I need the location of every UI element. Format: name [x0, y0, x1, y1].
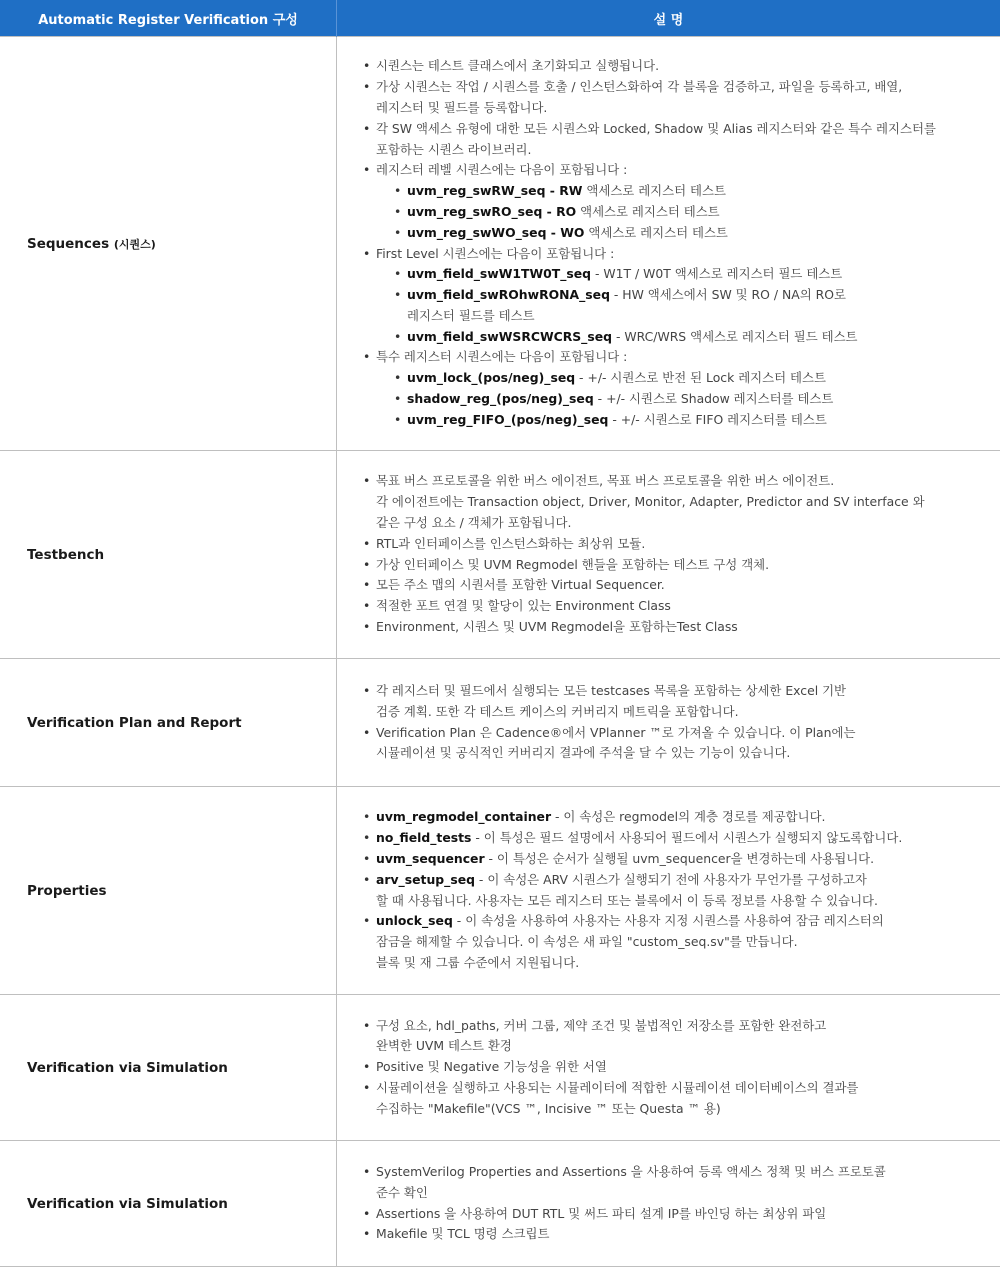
- bullet-item: [363, 1057, 972, 1078]
- bullet-item: [363, 534, 972, 555]
- bullet-item: [363, 681, 972, 723]
- bullet-item: [363, 56, 972, 77]
- sub-bullet-item: [394, 368, 972, 389]
- bullet-text: Verification Plan 은 Cadence®에서 VPlanner ™로 가져올 수 있습니다. 이 Plan에는 시뮬레이션 및 공식적인 커버리지 결과에 주석을 달 수 있는 기능이 있습니다.: [376, 725, 855, 761]
- header-description: 설 명: [337, 0, 1000, 37]
- bullet-text: Environment, 시퀀스 및 UVM Regmodel을 포함하는Test Class: [376, 619, 738, 634]
- bullet-item: [363, 1204, 972, 1225]
- bullet-text: 목표 버스 프로토콜을 위한 버스 에이전트, 목표 버스 프로토콜을 위한 버스 에이전트. 각 에이전트에는 Transaction object, Driver, Monitor, Adapter, Predictor and SV interface 와 같은 구성 요소 / 객체가 포함됩니다.: [376, 473, 925, 530]
- bullet-text: 특수 레지스터 시퀀스에는 다음이 포함됩니다 :: [376, 349, 627, 364]
- bullet-item: [363, 617, 972, 638]
- bullet-text: - WRC/WRS 액세스로 레지스터 필드 테스트: [612, 329, 858, 344]
- row-description: [337, 37, 1000, 451]
- table-body: [0, 37, 1000, 1267]
- sub-bullet-item: [394, 202, 972, 223]
- bullet-text: RTL과 인터페이스를 인스턴스화하는 최상위 모듈.: [376, 536, 645, 551]
- row-label: [0, 37, 337, 451]
- bullet-keyword: unlock_seq: [376, 913, 453, 928]
- bullet-item: [363, 596, 972, 617]
- sub-bullet-list: [376, 368, 972, 430]
- bullet-text: - 이 특성은 순서가 실행될 uvm_sequencer을 변경하는데 사용됩니다.: [485, 851, 875, 866]
- bullet-text: 액세스로 레지스터 테스트: [576, 204, 719, 219]
- bullet-text: 액세스로 레지스터 테스트: [584, 225, 727, 240]
- bullet-item: [363, 244, 972, 348]
- bullet-item: [363, 723, 972, 765]
- bullet-list: [363, 1016, 972, 1120]
- bullet-item: [363, 849, 972, 870]
- row-label-text: Verification Plan and Report: [27, 715, 242, 731]
- bullet-text: - +/- 시퀀스로 FIFO 레지스터를 테스트: [608, 412, 826, 427]
- bullet-item: [363, 1224, 972, 1245]
- bullet-item: [363, 828, 972, 849]
- table-row: [0, 995, 1000, 1141]
- bullet-list: [363, 1162, 972, 1245]
- table-row: [0, 451, 1000, 659]
- bullet-text: 적절한 포트 연결 및 할당이 있는 Environment Class: [376, 598, 671, 613]
- bullet-text: 각 SW 액세스 유형에 대한 모든 시퀀스와 Locked, Shadow 및 Alias 레지스터와 같은 특수 레지스터를 포함하는 시퀀스 라이브러리.: [376, 121, 936, 157]
- table-row: [0, 1141, 1000, 1267]
- row-description: [337, 451, 1000, 659]
- row-label-text: Verification via Simulation: [27, 1196, 228, 1212]
- bullet-text: SystemVerilog Properties and Assertions 을 사용하여 등록 액세스 정책 및 버스 프로토콜 준수 확인: [376, 1164, 886, 1200]
- row-label: [0, 787, 337, 995]
- bullet-text: - 이 속성을 사용하여 사용자는 사용자 지정 시퀀스를 사용하여 잠금 레지스터의 잠금을 해제할 수 있습니다. 이 속성은 새 파일 "custom_seq.sv"를 만듭니다. 블록 및 재 그룹 수준에서 지원됩니다.: [376, 913, 884, 970]
- bullet-text: 모든 주소 맵의 시퀀서를 포함한 Virtual Sequencer.: [376, 577, 665, 592]
- bullet-item: [363, 870, 972, 912]
- row-label: [0, 451, 337, 659]
- bullet-text: - 이 속성은 regmodel의 계층 경로를 제공합니다.: [551, 809, 825, 824]
- row-label-subtext: (시퀀스): [114, 238, 156, 251]
- bullet-keyword: uvm_regmodel_container: [376, 809, 551, 824]
- sub-bullet-item: [394, 327, 972, 348]
- bullet-keyword: uvm_reg_swRW_seq - RW: [407, 183, 582, 198]
- sub-bullet-list: [376, 181, 972, 243]
- bullet-item: [363, 1078, 972, 1120]
- bullet-keyword: uvm_lock_(pos/neg)_seq: [407, 370, 575, 385]
- sub-bullet-item: [394, 389, 972, 410]
- bullet-item: [363, 555, 972, 576]
- bullet-item: [363, 1016, 972, 1058]
- bullet-keyword: arv_setup_seq: [376, 872, 475, 887]
- sub-bullet-item: [394, 223, 972, 244]
- bullet-text: 가상 시퀀스는 작업 / 시퀀스를 호출 / 인스턴스화하여 각 블록을 검증하고, 파일을 등록하고, 배열, 레지스터 및 필드를 등록합니다.: [376, 79, 902, 115]
- bullet-text: 시뮬레이션을 실행하고 사용되는 시뮬레이터에 적합한 시뮬레이션 데이터베이스의 결과를 수집하는 "Makefile"(VCS ™, Incisive ™ 또는 Questa ™ 용): [376, 1080, 858, 1116]
- bullet-text: - W1T / W0T 액세스로 레지스터 필드 테스트: [591, 266, 842, 281]
- sub-bullet-item: [394, 264, 972, 285]
- sub-bullet-item: [394, 410, 972, 431]
- row-description: [337, 1141, 1000, 1267]
- row-description: [337, 659, 1000, 787]
- bullet-text: - +/- 시퀀스로 Shadow 레지스터를 테스트: [594, 391, 834, 406]
- row-label: [0, 659, 337, 787]
- bullet-keyword: uvm_field_swROhwRONA_seq: [407, 287, 610, 302]
- bullet-text: - 이 특성은 필드 설명에서 사용되어 필드에서 시퀀스가 실행되지 않도록합니다.: [471, 830, 902, 845]
- row-label-text: Verification via Simulation: [27, 1060, 228, 1076]
- table-row: [0, 659, 1000, 787]
- bullet-text: - +/- 시퀀스로 반전 된 Lock 레지스터 테스트: [575, 370, 826, 385]
- bullet-text: First Level 시퀀스에는 다음이 포함됩니다 :: [376, 246, 614, 261]
- bullet-text: - HW 액세스에서 SW 및 RO / NA의 RO로 레지스터 필드를 테스트: [407, 287, 846, 323]
- bullet-text: 액세스로 레지스터 테스트: [582, 183, 725, 198]
- sub-bullet-item: [394, 181, 972, 202]
- bullet-item: [363, 807, 972, 828]
- header-component: Automatic Register Verification 구성: [0, 0, 337, 37]
- bullet-keyword: uvm_sequencer: [376, 851, 485, 866]
- bullet-item: [363, 347, 972, 430]
- bullet-keyword: uvm_reg_FIFO_(pos/neg)_seq: [407, 412, 608, 427]
- bullet-text: Positive 및 Negative 기능성을 위한 서열: [376, 1059, 607, 1074]
- bullet-list: [363, 807, 972, 973]
- table-row: [0, 787, 1000, 995]
- table-header-row: [0, 0, 1000, 37]
- bullet-item: [363, 575, 972, 596]
- row-label-text: Testbench: [27, 547, 104, 563]
- table-row: [0, 37, 1000, 451]
- bullet-keyword: uvm_reg_swRO_seq - RO: [407, 204, 576, 219]
- bullet-text: 레지스터 레벨 시퀀스에는 다음이 포함됩니다 :: [376, 162, 627, 177]
- sub-bullet-item: [394, 285, 972, 327]
- bullet-text: 가상 인터페이스 및 UVM Regmodel 핸들을 포함하는 테스트 구성 객체.: [376, 557, 769, 572]
- row-description: [337, 787, 1000, 995]
- row-label-text: Sequences: [27, 236, 109, 252]
- bullet-item: [363, 471, 972, 533]
- bullet-item: [363, 160, 972, 243]
- bullet-text: - 이 속성은 ARV 시퀀스가 실행되기 전에 사용자가 무언가를 구성하고자 할 때 사용됩니다. 사용자는 모든 레지스터 또는 블록에서 이 등록 정보를 사용할 수 있습니다.: [376, 872, 878, 908]
- row-label: [0, 995, 337, 1141]
- bullet-keyword: uvm_field_swW1TW0T_seq: [407, 266, 591, 281]
- bullet-text: 구성 요소, hdl_paths, 커버 그룹, 제약 조건 및 불법적인 저장소를 포함한 완전하고 완벽한 UVM 테스트 환경: [376, 1018, 826, 1054]
- bullet-keyword: shadow_reg_(pos/neg)_seq: [407, 391, 594, 406]
- bullet-text: Assertions 을 사용하여 DUT RTL 및 써드 파티 설계 IP를 바인딩 하는 최상위 파일: [376, 1206, 826, 1221]
- bullet-text: 각 레지스터 및 필드에서 실행되는 모든 testcases 목록을 포함하는 상세한 Excel 기반 검증 계획. 또한 각 테스트 케이스의 커버리지 메트릭을 포함합니다.: [376, 683, 846, 719]
- bullet-item: [363, 911, 972, 973]
- bullet-list: [363, 471, 972, 637]
- bullet-item: [363, 77, 972, 119]
- bullet-keyword: uvm_field_swWSRCWCRS_seq: [407, 329, 612, 344]
- bullet-text: Makefile 및 TCL 명령 스크립트: [376, 1226, 549, 1241]
- row-label-text: Properties: [27, 883, 107, 899]
- bullet-keyword: no_field_tests: [376, 830, 471, 845]
- row-label: [0, 1141, 337, 1267]
- row-description: [337, 995, 1000, 1141]
- bullet-text: 시퀀스는 테스트 클래스에서 초기화되고 실행됩니다.: [376, 58, 659, 73]
- bullet-item: [363, 119, 972, 161]
- bullet-list: [363, 56, 972, 430]
- sub-bullet-list: [376, 264, 972, 347]
- bullet-item: [363, 1162, 972, 1204]
- bullet-list: [363, 681, 972, 764]
- bullet-keyword: uvm_reg_swWO_seq - WO: [407, 225, 584, 240]
